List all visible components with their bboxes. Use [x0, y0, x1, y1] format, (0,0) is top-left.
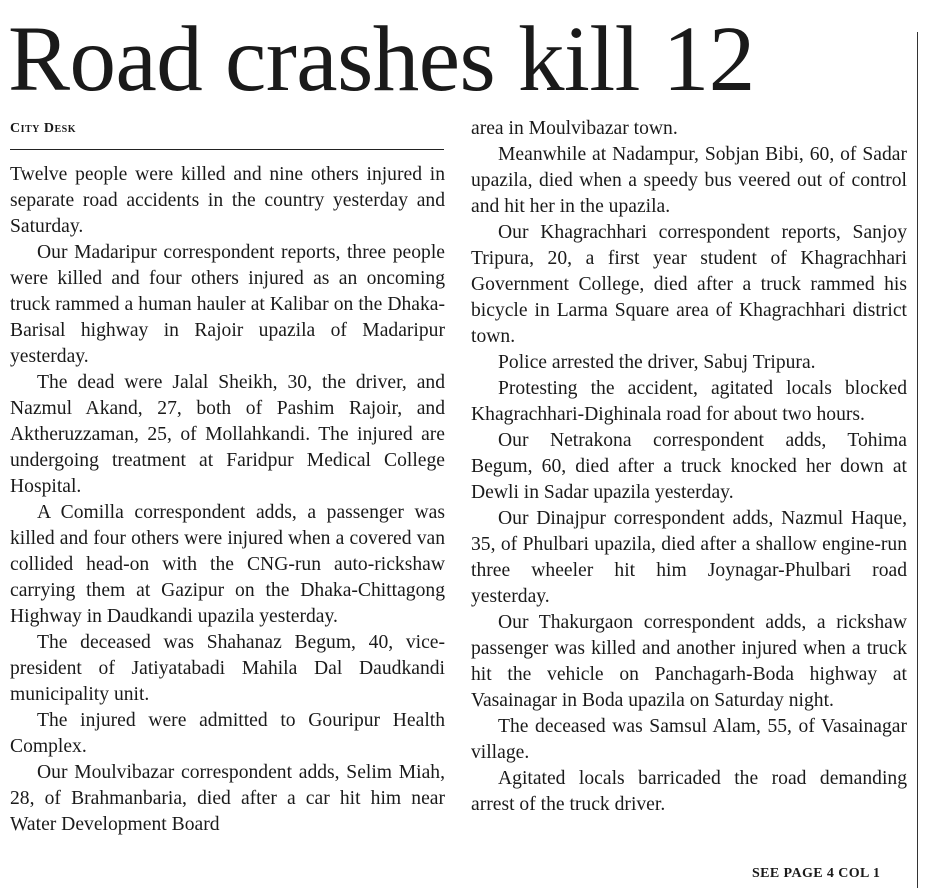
paragraph: Agitated locals barricaded the road demanding arrest of the truck driver.	[471, 768, 907, 815]
paragraph: The dead were Jalal Sheikh, 30, the driver, and Nazmul Akand, 27, both of Pashim Rajoir, and Aktheruzzaman, 25, of Mollahkandi. The injured are undergoing treatment at Faridpur Medical College Hospital.	[10, 372, 445, 497]
article-column-left	[10, 162, 445, 838]
byline: City Desk	[10, 121, 77, 136]
paragraph: Protesting the accident, agitated locals blocked Khagrachhari-Dighinala road for about two hours.	[471, 378, 907, 425]
article-column-right	[471, 116, 907, 818]
column-rule	[917, 32, 918, 888]
continuation-note: SEE PAGE 4 COL 1	[752, 866, 881, 881]
byline-rule	[10, 149, 444, 150]
paragraph: area in Moulvibazar town.	[471, 118, 678, 139]
paragraph: Our Thakurgaon correspondent adds, a rickshaw passenger was killed and another injured when a truck hit the vehicle on Panchagarh-Boda highway at Vasainagar in Boda upazila on Saturday night.	[471, 612, 907, 711]
paragraph: A Comilla correspondent adds, a passenger was killed and four others were injured when a covered van collided head-on with the CNG-run auto-rickshaw carrying them at Gazipur on the Dhaka-Chittagong Highway in Daudkandi upazila yesterday.	[10, 502, 445, 627]
paragraph: The injured were admitted to Gouripur Health Complex.	[10, 710, 445, 757]
paragraph: The deceased was Samsul Alam, 55, of Vasainagar village.	[471, 716, 907, 763]
paragraph: Our Netrakona correspondent adds, Tohima Begum, 60, died after a truck knocked her down at Dewli in Sadar upazila yesterday.	[471, 430, 907, 503]
paragraph: Our Madaripur correspondent reports, three people were killed and four others injured as an oncoming truck rammed a human hauler at Kalibar on the Dhaka-Barisal highway in Rajoir upazila of Madaripur yesterday.	[10, 242, 445, 367]
paragraph: Our Moulvibazar correspondent adds, Selim Miah, 28, of Brahmanbaria, died after a car hit him near Water Development Board	[10, 762, 445, 835]
paragraph: Our Khagrachhari correspondent reports, Sanjoy Tripura, 20, a first year student of Khagrachhari Government College, died after a truck rammed his bicycle in Larma Square area of Khagrachhari district town.	[471, 222, 907, 347]
paragraph: Meanwhile at Nadampur, Sobjan Bibi, 60, of Sadar upazila, died when a speedy bus veered out of control and hit her in the upazila.	[471, 144, 907, 217]
paragraph: Our Dinajpur correspondent adds, Nazmul Haque, 35, of Phulbari upazila, died after a shallow engine-run three wheeler hit him Joynagar-Phulbari road yesterday.	[471, 508, 907, 607]
paragraph: Twelve people were killed and nine others injured in separate road accidents in the country yesterday and Saturday.	[10, 164, 445, 237]
paragraph: Police arrested the driver, Sabuj Tripura.	[498, 352, 816, 373]
headline: Road crashes kill 12	[8, 8, 755, 111]
paragraph: The deceased was Shahanaz Begum, 40, vice-president of Jatiyatabadi Mahila Dal Daudkandi municipality unit.	[10, 632, 445, 705]
